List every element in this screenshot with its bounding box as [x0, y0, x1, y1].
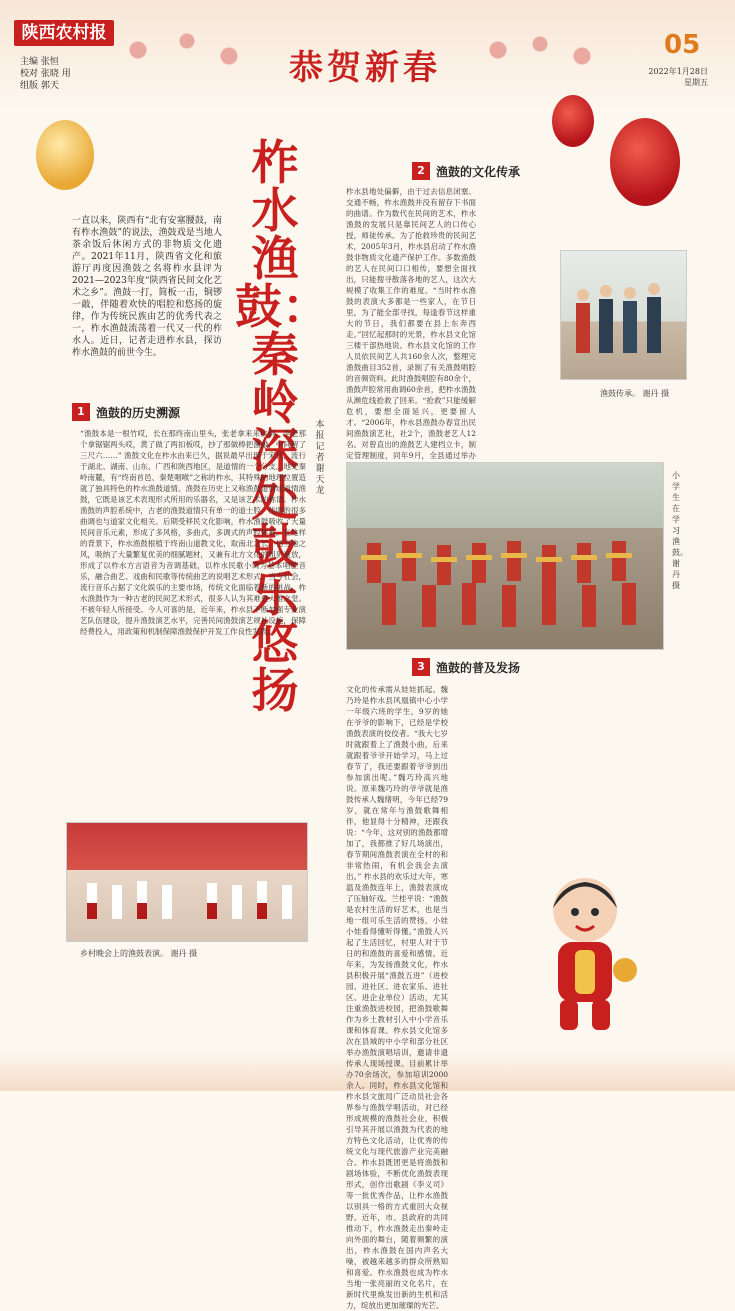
students-illustration: [347, 463, 663, 649]
section-3-text-col-3: [570, 684, 682, 854]
article-headline: 柞水渔鼓：秦岭深处鼓乐悠扬: [235, 136, 329, 719]
photo-caption: 乡村晚会上的渔鼓表演。 谢丹 摄: [80, 949, 198, 958]
editor-line: 组版 郭天: [20, 81, 59, 91]
editor-line: 校对 张晓 用: [20, 69, 71, 79]
page-number: 05: [664, 30, 701, 60]
new-year-child-mascot-icon: [520, 860, 650, 1050]
section-2-header: [412, 162, 572, 180]
inheritors-illustration: [561, 251, 686, 379]
red-lantern-icon: [610, 118, 680, 206]
section-title: 渔鼓的文化传承: [436, 164, 521, 179]
section-3-text-col-1: 文化的传承需从娃娃抓起。魏乃玲是柞水县风凰镇中心小学一年级六班的学生，9岁的她在爷爷的影响下，已经是学校渔鼓表演的佼佼者。“我大七岁时就跟着上了渔鼓小曲，后来就跟着爷爷开始学习，马上过春节了，我还要跟着爷爷到出参加演出呢。”魏巧玲高兴地说。原来魏巧玲的爷爷就是渔鼓传承人魏绪明，今年已经79岁，就在常年与渔鼓歌舞相伴，他显得十分精神，还跟我说：“今年，这对别的渔鼓都增加了，我都推了好几场演出，春节期间渔鼓表演在全村的和非常热闹，有机会我会去演出。” 柞水县的欢乐过大年，寒温及渔鼓连年上，渔鼓表演成了压轴好戏。兰桂平说：“渔鼓是农村生活的好艺术，也是当地一组可乐生活的赞扬，小娃小娃看得懂听得懂。”渔鼓人兴起了生活回忆，村里人对于节日的和渔鼓的喜爱和感情。近年来，为发扬渔鼓文化，柞水县积极开展“渔鼓五进”（进校园、进社区、进农家乐、进社区、进企业单位）活动，尤其注重渔鼓进校园，把渔鼓歌舞作为乡土教材引入中小学音乐课和体育课。柞水县文化馆多次在县城的中小学和部分社区举办渔鼓演唱培训，邀请非遗传承人现场授课。目前累计举办70余场次，参加培训2000余人。同时，柞水县文化馆和柞水县文旅局广泛动员社会各界参与渔鼓学唱活动，对已经形成规模的渔鼓社会业，积极引导其开展以渔鼓为代表的地方特色文化活动，让优秀的传统文化与现代旅游产业完美融合。柞水县既团更是将渔鼓和剧场体验，不断优化渔鼓表现形式，创作出歌剧《李义司》等一批优秀作品，让柞水渔鼓以别具一格的方式重回大众视野。近年，市、县政府的共同推动下，柞水渔鼓走出秦岭走向外面的舞台，随着频繁的演出，柞水渔鼓在国内声名大噪，被越来越多的群众所熟知和喜爱。柞水渔鼓也成为柞水当地一张亮丽的文化名片，在新时代里焕发出新的生机和活力，绽放出更加璀璨的光芒。: [346, 685, 448, 1310]
section-3-header: [412, 658, 592, 676]
section-1-text: “渔鼓本是一根竹哎，长在那终南山里头，张老拿来来砍倒，李老那个拿锯锯两头哎，黄了做了两扣板哎，抄了那做棒把激敲，中间留了三尺六……” 渔鼓文化在柞水由来已久，据说最早出现于宋代，流行于湖北、湖南、山东、广西和陕西地区，是道情的一个分支。地处秦岭南麓，有“终南首邑、秦楚咽喉”之称的柞水，其特殊的地理位置造就了独具特色的柞水渔鼓道情。渔鼓在历史上又称渔鼓道情或道情渔鼓，它既是该艺术表现形式所用的乐器名，又是该艺术的称谓。柞水渔鼓的声腔系统中，古老的渔鼓道情只有单一的道士腔，传唱的很多曲调也与道家文化相关。后期受移民文化影响，柞水渔鼓吸收了大量民间音乐元素，形成了多风格，多曲式，多调式的声腔体系。在这样的背景下，柞水渔鼓根植于终南山道教文化，取南北之长，扬当地之风，吸纳了大量繁复优美的细腻题材，又兼有北方文化的粗犷豪放，形成了以柞水方言语音为音调基础，以柞水民歌小调为基本唱腔音乐，融合曲艺、戏曲和民歌等传统曲艺的说唱艺术形式。当今社会，流行音乐占据了文化娱乐的主要市场，传统文化面临着新的挑战。柞水渔鼓作为一种古老的民间艺术形式，很多人认为其难登大雅之堂。不被年轻人所接受。今人可喜的是，近年来，柞水县不断加强专业演艺队伍建设，提升渔鼓演艺水平，完善民间渔鼓演艺规社设施，保障经费投入，用政策和机制保障渔鼓保护开发工作良性发展。: [80, 429, 306, 636]
section-1-header: [72, 403, 232, 421]
performers-illustration: [67, 823, 307, 941]
article-lede: 一直以来，陕西有“北有安塞腰鼓，南有柞水渔鼓”的说法，渔鼓戏是当地人茶余饭后休闲方式的非物质文化遗产。2021年11月，陕西省文化和旅游厅再度因渔鼓之名将柞水县评为2021—2023年度“陕西省民间文化艺术之乡”。渔鼓一打，简板一击，铜锣一敲，伴随着欢快的唱腔和悠扬的旋律，作为传统民族由艺的优秀代表之一，柞水渔鼓流荡着一代又一代的柞水人。近日，记者走进柞水县，探访柞水渔鼓的前世今生。: [72, 216, 222, 358]
editor-line: 主编 张恒: [20, 57, 59, 67]
photo-caption: 小学生在学习渔鼓。 谢丹 摄: [672, 471, 688, 590]
editor-credits: [20, 56, 71, 92]
red-lantern-icon: [552, 95, 594, 147]
yellow-lantern-icon: [36, 120, 94, 190]
students-photo: [346, 462, 664, 650]
section-3-text-col-2: [458, 684, 560, 864]
photo-caption: 渔鼓传承。 谢丹 摄: [600, 389, 670, 398]
section-2-text-col-1: 柞水县地处偏僻，由于过去信息闭塞、交通不畅，柞水渔鼓并没有留存下书面的曲谱。作为数代在民间的艺术，柞水渔鼓的发展只是靠民间艺人的口传心授，师徒传承。为了抢救珍贵的民间艺术，2005年3月，柞水县启动了柞水渔鼓非物质文化遗产保护工作。多数渔鼓的艺人在民间口口相传，要想全面找出，只能搜寻散落各地的艺人，这次大规模了收集工作的难度。“当时柞水渔鼓的表演大多都是一些家人，在节日里，为了能全部寻找，每逢春节这样重大的节日，我们都要在县上东奔西走。”回忆起那时的光景，柞水县文化馆三楼干部热地说。柞水县文化馆的工作人员依民间艺人共160余人次，整理完渔鼓曲目352首，录制了有关渔鼓唱腔的音频资料。此时渔鼓唱腔有80余个，渔鼓声腔常用曲调60余首，把柞水渔鼓从濒危线抢救了回来。“抢救”只能缓解危机，要想全面延兴，更要留人才。“2006年，柞水县渔鼓办春宣出民间渔鼓演艺社，社2个，渔鼓老艺人12名。对曾直出的渔鼓艺人建档立卡，制定管理制度，同年9月，全县通过举办: [346, 187, 476, 460]
weekday: 星期五: [684, 78, 708, 87]
section-number: 2: [412, 162, 430, 180]
stage-performance-photo: [66, 822, 308, 942]
flower-decoration-icon: [470, 20, 610, 80]
section-title: 渔鼓的历史溯源: [96, 405, 181, 420]
masthead: 陕西农村报: [14, 20, 114, 46]
new-year-banner: 恭贺新春: [289, 48, 441, 88]
section-title: 渔鼓的普及发扬: [436, 660, 521, 675]
section-number: 3: [412, 658, 430, 676]
date: 2022年1月28日: [648, 67, 708, 76]
dateline: [628, 66, 708, 88]
section-number: 1: [72, 403, 90, 421]
inheritors-photo: [560, 250, 687, 380]
flower-decoration-icon: [110, 20, 250, 80]
byline: 本报记者 谢天龙: [315, 420, 325, 496]
